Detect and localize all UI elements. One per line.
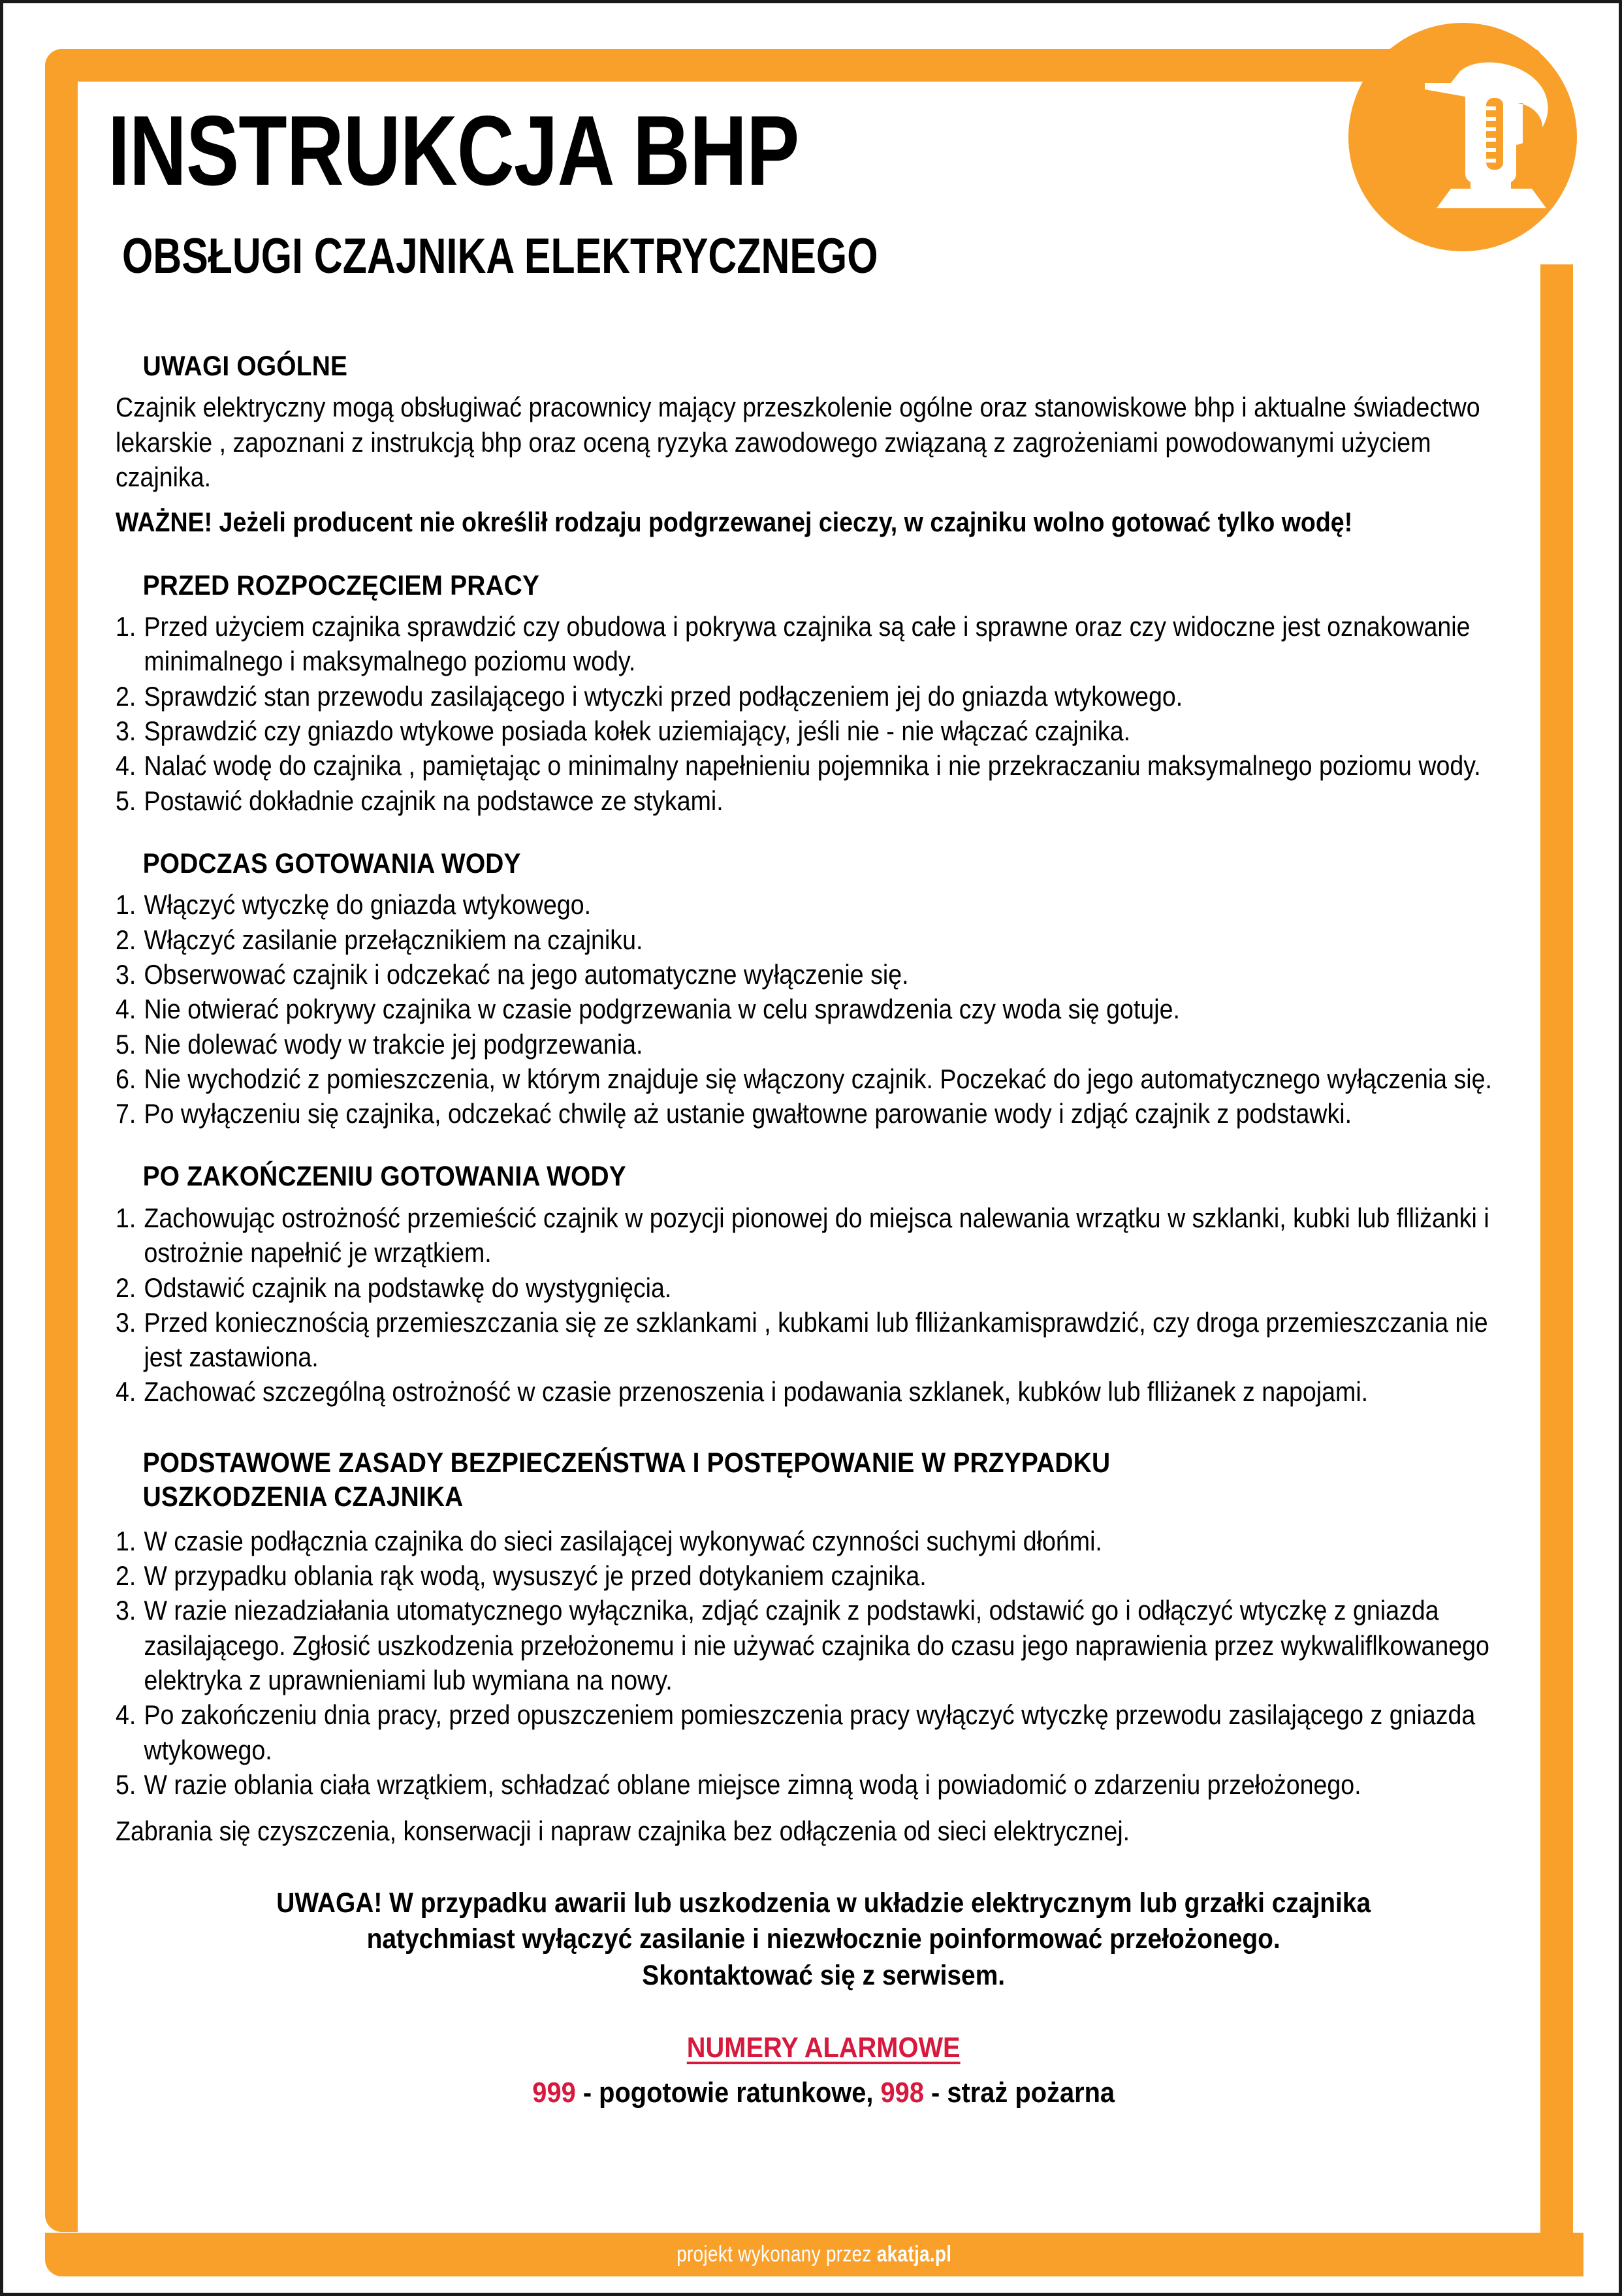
list-item-text: Przed użyciem czajnika sprawdzić czy obudowa i pokrywa czajnika są całe i sprawne oraz czy widoczne jest oznakowanie minimalnego i maksymalnego poziomu wody.	[144, 610, 1471, 677]
page-title: INSTRUKCJA BHP	[108, 95, 799, 206]
list-item: 1. Zachowując ostrożność przemieścić czajnik w pozycji pionowej do miejsca nalewania wrzątku w szklanki, kubki lub flliżanki i ostrożnie napełnić je wrzątkiem.	[116, 1202, 1489, 1268]
list-item-text: Sprawdzić czy gniazdo wtykowe posiada kołek uziemiający, jeśli nie - nie włączać czajnika.	[144, 715, 1131, 746]
section-heading-before-work: PRZED ROZPOCZĘCIEM PRACY	[142, 569, 540, 601]
poster-header	[108, 95, 1505, 284]
page-subtitle: OBSŁUGI CZAJNIKA ELEKTRYCZNEGO	[122, 228, 878, 284]
list-item: 4. Nie otwierać pokrywy czajnika w czasie podgrzewania w celu sprawdzenia czy woda się gotuje.	[116, 994, 1180, 1025]
list-item: 6. Nie wychodzić z pomieszczenia, w którym znajduje się włączony czajnik. Poczekać do jego automatycznego wyłączenia się.	[116, 1063, 1492, 1094]
emergency-numbers-line	[116, 2075, 1531, 2112]
list-item: 4. Po zakończeniu dnia pracy, przed opuszczeniem pomieszczenia pracy wyłączyć wtyczkę przewodu zasilającego z gniazda wtykowego.	[116, 1699, 1476, 1765]
list-item: 4. Zachować szczególną ostrożność w czasie przenoszenia i podawania szklanek, kubków lub flliżanek z napojami.	[116, 1376, 1369, 1407]
list-item-text: Odstawić czajnik na podstawkę do wystygnięcia.	[144, 1272, 672, 1303]
frame-top-bar	[45, 49, 1540, 82]
footer-brand: akatja.pl	[877, 2242, 952, 2267]
footer-credit-prefix: projekt wykonany przez	[676, 2242, 878, 2267]
list-item: 1. W czasie podłącznia czajnika do sieci zasilającej wykonywać czynności suchymi dłońmi.	[116, 1525, 1102, 1556]
list-item-text: Przed koniecznością przemieszczania się ze szklankami , kubkami lub flliżankamisprawdzić, czy droga przemieszczania nie jest zastawiona.	[144, 1306, 1488, 1373]
list-item-text: W przypadku oblania rąk wodą, wysuszyć je przed dotykaniem czajnika.	[144, 1560, 927, 1592]
safety-closing-note: Zabrania się czyszczenia, konserwacji i napraw czajnika bez odłączenia od sieci elektrycznej.	[116, 1816, 1130, 1847]
list-item: 2. Włączyć zasilanie przełącznikiem na czajniku.	[116, 924, 643, 955]
list-item-text: Włączyć wtyczkę do gniazda wtykowego.	[144, 889, 592, 920]
frame-left-bar	[45, 49, 78, 2232]
list-item-text: W razie oblania ciała wrzątkiem, schładzać oblane miejsce zimną wodą i powiadomić o zdarzeniu przełożonego.	[144, 1769, 1361, 1800]
list-item: 5. Postawić dokładnie czajnik na podstawce ze stykami.	[116, 785, 724, 816]
list-item-text: Nie otwierać pokrywy czajnika w czasie podgrzewania w celu sprawdzenia czy woda się gotuje.	[144, 994, 1180, 1025]
list-item: 3. Obserwować czajnik i odczekać na jego automatyczne wyłączenie się.	[116, 958, 909, 990]
emergency-number-fire: 998	[880, 2076, 924, 2109]
footer-credit	[676, 2242, 951, 2267]
list-item-text: Zachować szczególną ostrożność w czasie przenoszenia i podawania szklanek, kubków lub flliżanek z napojami.	[144, 1376, 1369, 1407]
list-item-text: Postawić dokładnie czajnik na podstawce ze stykami.	[144, 785, 724, 816]
list-item: 7. Po wyłączeniu się czajnika, odczekać chwilę aż ustanie gwałtowne parowanie wody i zdjąć czajnik z podstawki.	[116, 1098, 1352, 1129]
list-item-text: Włączyć zasilanie przełącznikiem na czajniku.	[144, 924, 643, 955]
list-item-text: W razie niezadziałania utomatycznego wyłącznika, zdjąć czajnik z podstawki, odstawić go i odłączyć wtyczkę z gniazda zasilającego. Zgłosić uszkodzenia przełożonemu i nie używać czajnika do czasu jego naprawienia przez wykwaliflkowanego elektryka z uprawnieniami lub wymiana na nowy.	[144, 1595, 1489, 1695]
section-heading-safety-rules	[143, 1446, 1532, 1515]
general-important-note: WAŻNE! Jeżeli producent nie określił rodzaju podgrzewanej cieczy, w czajniku wolno gotować tylko wodę!	[116, 507, 1353, 538]
list-item: 5. Nie dolewać wody w trakcie jej podgrzewania.	[116, 1028, 643, 1060]
general-paragraph: Czajnik elektryczny mogą obsługiwać pracownicy mający przeszkolenie ogólne oraz stanowiskowe bhp i aktualne świadectwo lekarskie , zapoznani z instrukcją bhp oraz oceną ryzyka zawodowego związaną z zagrożeniami powodowanymi użyciem czajnika.	[116, 392, 1480, 493]
list-item: 2. W przypadku oblania rąk wodą, wysuszyć je przed dotykaniem czajnika.	[116, 1560, 927, 1592]
before-work-list	[116, 609, 1531, 818]
list-item: 3. Sprawdzić czy gniazdo wtykowe posiada kołek uziemiający, jeśli nie - nie włączać czajnika.	[116, 715, 1131, 746]
during-boiling-list	[116, 887, 1531, 1131]
after-boiling-list	[116, 1201, 1531, 1409]
list-item: 3. Przed koniecznością przemieszczania się ze szklankami , kubkami lub flliżankamisprawdzić, czy droga przemieszczania nie jest zastawiona.	[116, 1306, 1488, 1373]
poster-body	[116, 349, 1533, 2111]
footer-bar	[45, 2233, 1583, 2276]
frame-right-bar	[1540, 264, 1573, 2249]
list-item: 1. Włączyć wtyczkę do gniazda wtykowego.	[116, 889, 592, 920]
emergency-number-ambulance: 999	[532, 2076, 576, 2109]
list-item: 2. Odstawić czajnik na podstawkę do wystygnięcia.	[116, 1272, 672, 1303]
list-item: 2. Sprawdzić stan przewodu zasilającego i wtyczki przed podłączeniem jej do gniazda wtykowego.	[116, 680, 1183, 712]
section-heading-after-boiling: PO ZAKOŃCZENIU GOTOWANIA WODY	[142, 1161, 626, 1193]
list-item-text: Po zakończeniu dnia pracy, przed opuszczeniem pomieszczenia pracy wyłączyć wtyczkę przewodu zasilającego z gniazda wtykowego.	[144, 1699, 1476, 1765]
warning-block	[203, 1885, 1444, 1995]
section-heading-general: UWAGI OGÓLNE	[142, 351, 348, 382]
list-item-text: Sprawdzić stan przewodu zasilającego i wtyczki przed podłączeniem jej do gniazda wtykowego.	[144, 680, 1183, 712]
list-item: 3. W razie niezadziałania utomatycznego wyłącznika, zdjąć czajnik z podstawki, odstawić go i odłączyć wtyczkę z gniazda zasilającego. Zgłosić uszkodzenia przełożonemu i nie używać czajnika do czasu jego naprawienia przez wykwaliflkowanego elektryka z uprawnieniami lub wymiana na nowy.	[116, 1595, 1489, 1695]
list-item-text: Obserwować czajnik i odczekać na jego automatyczne wyłączenie się.	[144, 958, 909, 990]
warning-line-1: UWAGA! W przypadku awarii lub uszkodzenia w układzie elektrycznym lub grzałki czajnika	[276, 1887, 1371, 1919]
list-item-text: Nalać wodę do czajnika , pamiętając o minimalny napełnieniu pojemnika i nie przekraczaniu maksymalnego poziomu wody.	[144, 750, 1481, 781]
list-item-text: Nie dolewać wody w trakcie jej podgrzewania.	[144, 1028, 643, 1060]
emergency-label-ambulance: - pogotowie ratunkowe,	[575, 2076, 881, 2109]
warning-line-3: Skontaktować się z serwisem.	[642, 1960, 1006, 1992]
list-item-text: W czasie podłącznia czajnika do sieci zasilającej wykonywać czynności suchymi dłońmi.	[144, 1525, 1102, 1556]
list-item-text: Po wyłączeniu się czajnika, odczekać chwilę aż ustanie gwałtowne parowanie wody i zdjąć czajnik z podstawki.	[144, 1098, 1352, 1129]
list-item: 4. Nalać wodę do czajnika , pamiętając o minimalny napełnieniu pojemnika i nie przekraczaniu maksymalnego poziomu wody.	[116, 750, 1481, 781]
list-item-text: Zachowując ostrożność przemieścić czajnik w pozycji pionowej do miejsca nalewania wrzątku w szklanki, kubki lub flliżanki i ostrożnie napełnić je wrzątkiem.	[144, 1202, 1489, 1268]
list-item-text: Nie wychodzić z pomieszczenia, w którym znajduje się włączony czajnik. Poczekać do jego automatycznego wyłączenia się.	[144, 1063, 1492, 1094]
warning-line-2: natychmiast wyłączyć zasilanie i niezwłocznie poinformować przełożonego.	[366, 1923, 1280, 1955]
list-item: 1. Przed użyciem czajnika sprawdzić czy obudowa i pokrywa czajnika są całe i sprawne oraz czy widoczne jest oznakowanie minimalnego i maksymalnego poziomu wody.	[116, 610, 1471, 677]
section-heading-during-boiling: PODCZAS GOTOWANIA WODY	[142, 847, 521, 879]
safety-rules-list	[116, 1524, 1531, 1802]
safety-heading-line-1: PODSTAWOWE ZASADY BEZPIECZEŃSTWA I POSTĘPOWANIE W PRZYPADKU	[142, 1447, 1111, 1479]
list-item: 5. W razie oblania ciała wrzątkiem, schładzać oblane miejsce zimną wodą i powiadomić o zdarzeniu przełożonego.	[116, 1769, 1361, 1800]
emergency-label-fire: - straż pożarna	[923, 2076, 1115, 2109]
emergency-numbers-title: NUMERY ALARMOWE	[686, 2032, 961, 2064]
safety-heading-line-2: USZKODZENIA CZAJNIKA	[142, 1481, 464, 1513]
